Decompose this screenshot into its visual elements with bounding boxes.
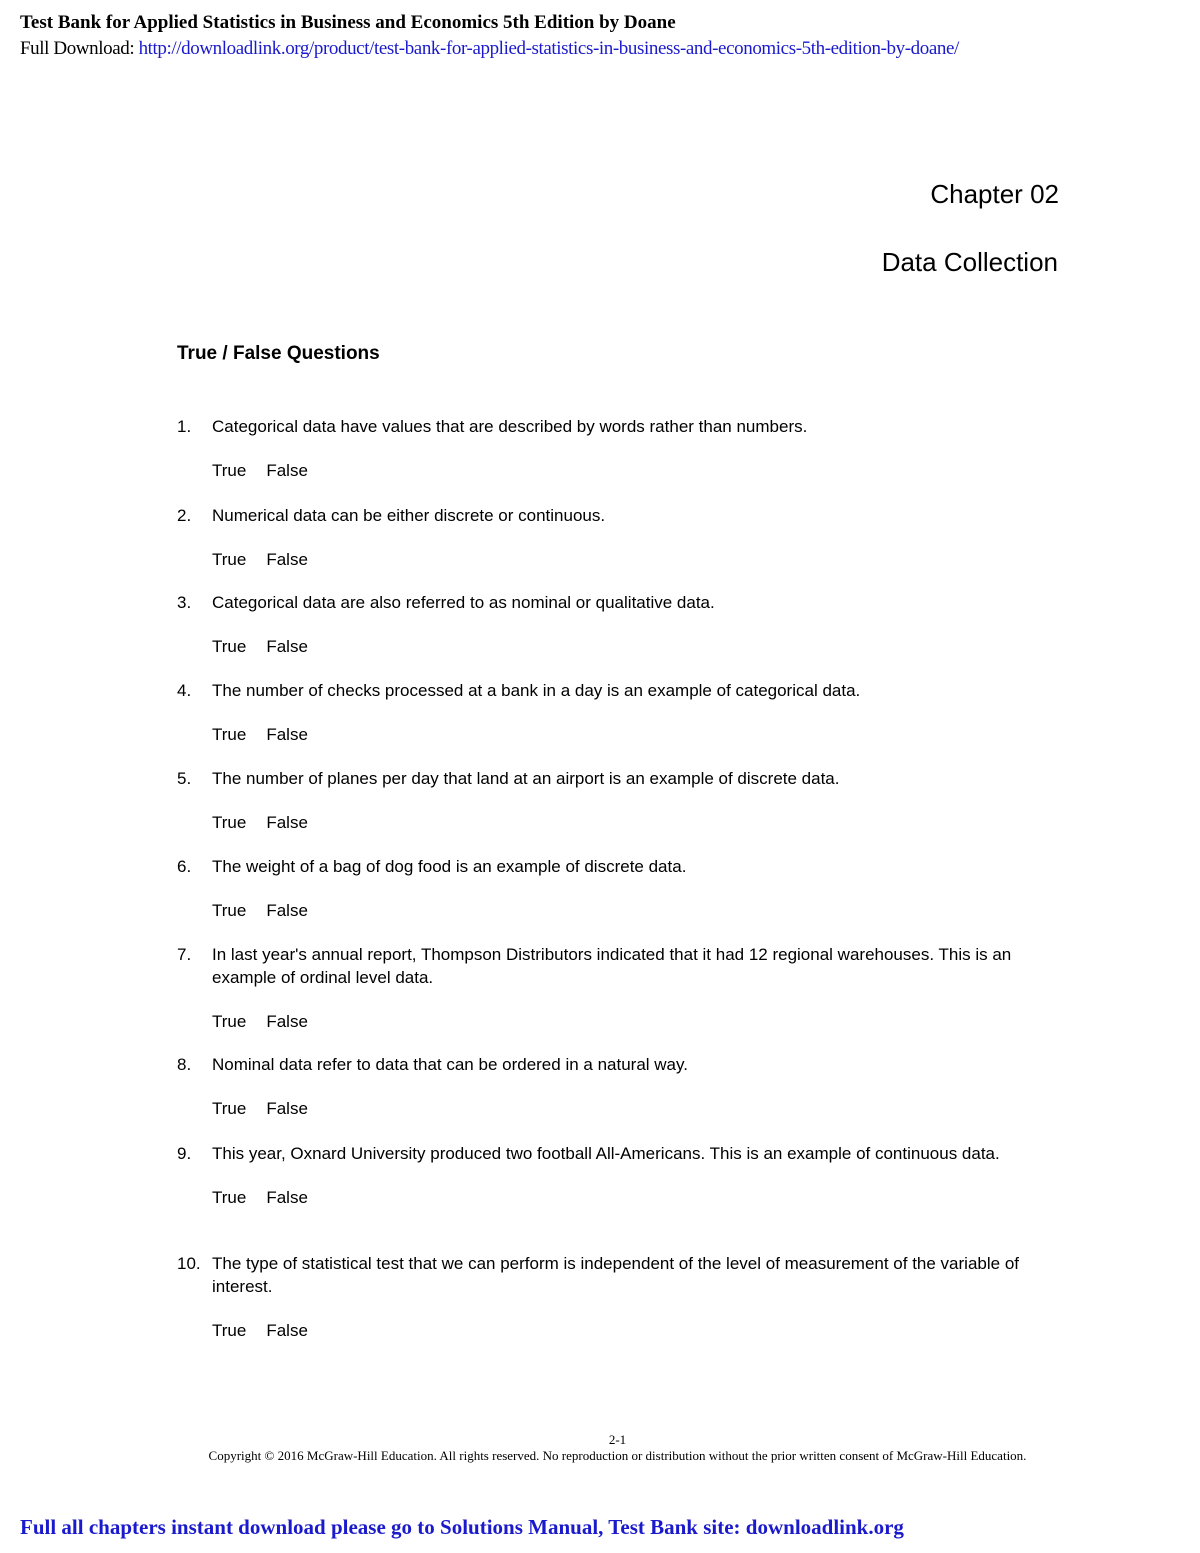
option-false[interactable]: False — [266, 1188, 308, 1207]
question-3 — [177, 591, 1057, 658]
question-number: 7. — [177, 945, 192, 964]
chapter-title: Data Collection — [881, 247, 1058, 277]
copyright-notice: Copyright © 2016 McGraw-Hill Education. All rights reserved. No reproduction or distribution without the prior written consent of McGraw-Hill Education. — [208, 1448, 1027, 1463]
question-5 — [177, 767, 1057, 834]
question-9 — [177, 1142, 1057, 1209]
question-text: The type of statistical test that we can perform is independent of the level of measurement of the variable of interest. — [212, 1254, 1019, 1296]
answer-options — [212, 723, 1057, 746]
option-true[interactable]: True — [212, 1099, 247, 1118]
option-false[interactable]: False — [266, 1012, 308, 1031]
option-false[interactable]: False — [266, 725, 308, 744]
question-number: 10. — [177, 1254, 201, 1273]
section-heading: True / False Questions — [177, 343, 380, 364]
option-true[interactable]: True — [212, 1012, 247, 1031]
question-7 — [177, 943, 1057, 1033]
question-number: 3. — [177, 593, 192, 612]
option-true[interactable]: True — [212, 1188, 247, 1207]
option-true[interactable]: True — [212, 637, 247, 656]
question-number: 4. — [177, 681, 192, 700]
answer-options — [212, 811, 1057, 834]
question-text: Nominal data refer to data that can be ordered in a natural way. — [212, 1055, 688, 1074]
answer-options — [212, 635, 1057, 658]
question-number: 5. — [177, 769, 192, 788]
answer-options — [212, 1097, 1057, 1120]
answer-options — [212, 1010, 1057, 1033]
question-4 — [177, 679, 1057, 746]
question-6 — [177, 855, 1057, 922]
option-true[interactable]: True — [212, 901, 247, 920]
question-1 — [177, 415, 1057, 482]
download-line — [20, 36, 1195, 62]
answer-options — [212, 548, 1057, 571]
question-number: 1. — [177, 417, 192, 436]
option-false[interactable]: False — [266, 461, 308, 480]
download-label: Full Download: — [20, 38, 139, 59]
question-text: The weight of a bag of dog food is an example of discrete data. — [212, 857, 687, 876]
question-10 — [177, 1252, 1057, 1342]
answer-options — [212, 1186, 1057, 1209]
question-text: Categorical data are also referred to as nominal or qualitative data. — [212, 593, 715, 612]
option-true[interactable]: True — [212, 461, 247, 480]
option-true[interactable]: True — [212, 550, 247, 569]
option-false[interactable]: False — [266, 550, 308, 569]
download-link[interactable]: http://downloadlink.org/product/test-bank-for-applied-statistics-in-business-and-economics-5th-edition-by-doane/ — [138, 38, 959, 59]
answer-options — [212, 899, 1057, 922]
question-number: 8. — [177, 1055, 192, 1074]
promo-banner[interactable]: Full all chapters instant download please go to Solutions Manual, Test Bank site: downloadlink.org — [20, 1515, 904, 1539]
option-false[interactable]: False — [266, 901, 308, 920]
option-false[interactable]: False — [266, 1099, 308, 1118]
option-false[interactable]: False — [266, 637, 308, 656]
option-true[interactable]: True — [212, 813, 247, 832]
option-false[interactable]: False — [266, 813, 308, 832]
question-8 — [177, 1053, 1057, 1120]
document-header — [20, 10, 1195, 62]
question-text: The number of planes per day that land at an airport is an example of discrete data. — [212, 769, 840, 788]
answer-options — [212, 1319, 1057, 1342]
question-text: Numerical data can be either discrete or continuous. — [212, 506, 606, 525]
page-number: 2-1 — [608, 1432, 627, 1447]
option-true[interactable]: True — [212, 1321, 247, 1340]
question-text: The number of checks processed at a bank in a day is an example of categorical data. — [212, 681, 861, 700]
chapter-number: Chapter 02 — [930, 179, 1059, 209]
question-number: 9. — [177, 1144, 192, 1163]
question-number: 6. — [177, 857, 192, 876]
question-2 — [177, 504, 1057, 571]
option-false[interactable]: False — [266, 1321, 308, 1340]
question-text: Categorical data have values that are described by words rather than numbers. — [212, 417, 808, 436]
book-title: Test Bank for Applied Statistics in Business and Economics 5th Edition by Doane — [20, 12, 676, 33]
question-text: This year, Oxnard University produced two football All-Americans. This is an example of continuous data. — [212, 1144, 1000, 1163]
option-true[interactable]: True — [212, 725, 247, 744]
answer-options — [212, 459, 1057, 482]
question-text: In last year's annual report, Thompson Distributors indicated that it had 12 regional warehouses. This is an example of ordinal level data. — [212, 945, 1012, 987]
question-number: 2. — [177, 506, 192, 525]
